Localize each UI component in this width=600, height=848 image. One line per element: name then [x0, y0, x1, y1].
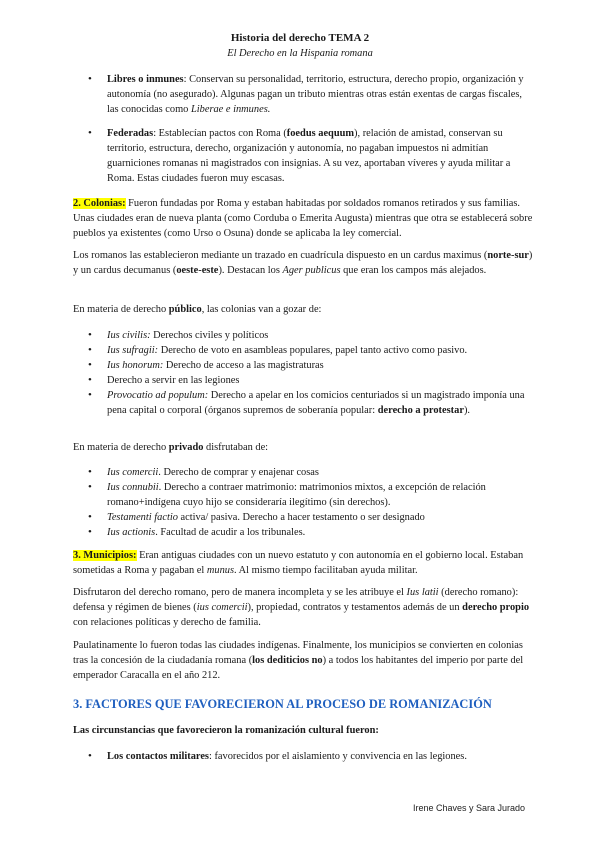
term-norte-sur: norte-sur: [487, 250, 529, 261]
text-municipios-1: Eran antiguas ciudades con un nuevo estatuto y con autonomía en el gobierno local. Estaban sometidas a Roma y pagaban el: [73, 550, 524, 576]
paragraph-municipios: [73, 548, 533, 578]
item-text-end: ).: [463, 405, 470, 416]
italic-munus: munus: [206, 565, 235, 576]
item-term: Provocatio ad populum:: [107, 390, 209, 401]
section-intro: Las circunstancias que favorecieron la romanización cultural fueron:: [73, 725, 379, 736]
item-text: Derecho a servir en las legiones: [107, 375, 240, 386]
term-libres: Libres o inmunes: [107, 74, 184, 85]
item-text: Derecho a apelar en los comicios centuriados si un magistrado imponía una pena capital o corporal (órganos supremos de soberanía popular:: [107, 390, 525, 416]
list-item-publico: [73, 343, 533, 358]
paragraph-section-intro: [73, 723, 533, 738]
term-federadas: Federadas: [107, 128, 154, 139]
text-disfrutaron-3: ), propiedad, contratos y testamentos además de un: [247, 602, 463, 613]
item-term: Ius actionis: [107, 527, 156, 538]
list-item-privado: [73, 510, 533, 525]
text-disfrutaron-4: con relaciones políticas y derecho de familia.: [73, 617, 261, 628]
item-term: Ius honorum:: [107, 360, 164, 371]
list-item-factores: [73, 749, 533, 764]
term-privado: privado: [168, 442, 204, 453]
list-item-libres: [73, 72, 533, 117]
italic-ager-publicus: Ager publicus: [282, 265, 341, 276]
item-text: Derecho de acceso a las magistraturas: [163, 360, 324, 371]
term-foedus: foedus aequum: [286, 128, 355, 139]
text-romanos-3: ). Destacan los: [218, 265, 283, 276]
factores-list: [73, 749, 533, 764]
paragraph-disfrutaron: [73, 585, 533, 630]
item-term: Ius civilis:: [107, 330, 151, 341]
paragraph-privado-intro: [73, 440, 533, 455]
italic-ius-comercii: ius comercii: [196, 602, 248, 613]
text-privado-2: disfrutaban de:: [203, 442, 269, 453]
item-text: : favorecidos por el aislamiento y convivencia en las legiones.: [208, 751, 467, 762]
text-paulatinamente-1: Paulatinamente lo fueron todas las ciudades indígenas. Finalmente, los municipios se convierten en colonias tras la concesión de la ciudadanía romana (: [73, 640, 523, 666]
list-item-privado: [73, 465, 533, 480]
highlight-municipios: 3. Municipios:: [73, 550, 137, 561]
italic-ius-latii: Ius latii: [406, 587, 439, 598]
item-term: Ius connubii: [107, 482, 159, 493]
text-disfrutaron-2: (derecho romano): defensa y régimen de bienes (: [73, 587, 519, 613]
highlight-colonias: 2. Colonias:: [73, 198, 126, 209]
page-header: [0, 31, 600, 61]
federadas-list: [73, 126, 533, 186]
text-romanos-4: que eran los campos más alejados.: [340, 265, 487, 276]
item-text: Derechos civiles y políticos: [150, 330, 269, 341]
italic-liberae: Liberae e inmunes.: [190, 104, 271, 115]
term-contactos-militares: Los contactos militares: [107, 751, 209, 762]
term-oeste-este: oeste-este: [176, 265, 219, 276]
text-municipios-2: . Al mismo tiempo facilitaban ayuda militar.: [234, 565, 418, 576]
list-item-privado: [73, 525, 533, 540]
list-item-federadas: [73, 126, 533, 186]
text-publico-2: , las colonias van a gozar de:: [201, 304, 322, 315]
term-dediticios: los dediticios no: [252, 655, 323, 666]
text-romanos-1: Los romanos las establecieron mediante un trazado en cuadrícula dispuesto en un cardus maximus (: [73, 250, 488, 261]
paragraph-colonias: [73, 196, 533, 241]
term-publico: público: [168, 304, 202, 315]
text-libres: : Conservan su personalidad, territorio, estructura, derecho propio, organización y autonomía (no asegurado). Algunas pagan un tributo mientras otras están exentas de cargas fiscales, las conocidas como: [107, 74, 524, 115]
item-term: Testamenti factio: [107, 512, 178, 523]
item-text: . Derecho a contraer matrimonio: matrimonios mixtos, a excepción de relación romano+indígena cuyo hijo se consideraría ilegítimo (sin derechos).: [107, 482, 486, 508]
publico-list: [73, 328, 533, 418]
paragraph-publico-intro: [73, 302, 533, 317]
item-text: activa/ pasiva. Derecho a hacer testamento o ser designado: [177, 512, 425, 523]
privado-list: [73, 465, 533, 540]
paragraph-romanos: [73, 248, 533, 278]
item-text: . Facultad de acudir a los tribunales.: [155, 527, 306, 538]
text-publico-1: En materia de derecho: [73, 304, 169, 315]
text-romanos-2: ) y un cardus decumanus (: [73, 250, 533, 276]
item-term: Ius comercii: [107, 467, 159, 478]
libres-list: [73, 72, 533, 117]
item-text: . Derecho de comprar y enajenar cosas: [158, 467, 319, 478]
document-title: Historia del derecho TEMA 2: [230, 32, 370, 44]
paragraph-paulatinamente: [73, 638, 533, 683]
text-colonias: Fueron fundadas por Roma y estaban habitadas por soldados romanos retirados y sus familias. Unas ciudades eran de nueva planta (como Corduba o Emerita Augusta) mientras que otra se establecerá sobre pueblos ya existentes (como Urso o Osuna) donde se aplicaba la ley comercial.: [73, 198, 533, 239]
list-item-privado: [73, 480, 533, 510]
text-federadas-1: : Establecían pactos con Roma (: [153, 128, 287, 139]
term-derecho-protestar: derecho a protestar: [377, 405, 464, 416]
page-footer: Irene Chaves y Sara Jurado: [413, 803, 526, 813]
list-item-publico: [73, 388, 533, 418]
item-term: Ius sufragii:: [107, 345, 159, 356]
text-paulatinamente-2: ) a todos los habitantes del imperio por parte del emperador Caracalla en el año 212.: [73, 655, 524, 681]
document-subtitle: El Derecho en la Hispania romana: [227, 48, 373, 59]
list-item-publico: [73, 328, 533, 343]
term-derecho-propio: derecho propio: [462, 602, 530, 613]
text-privado-1: En materia de derecho: [73, 442, 169, 453]
section-heading: 3. FACTORES QUE FAVORECIERON AL PROCESO DE ROMANIZACIÓN: [73, 697, 492, 711]
list-item-publico: [73, 373, 533, 388]
text-federadas-2: ), relación de amistad, conservan su territorio, estructura, derecho, organización y autonomía, no pagaban impuestos ni admitían guarniciones romanas ni magistrados con insignias. A su vez, aportaban víveres y ayuda militar a Roma. Estas ciudades fueron muy escasas.: [107, 128, 511, 184]
text-disfrutaron-1: Disfrutaron del derecho romano, pero de manera incompleta y se les atribuye el: [73, 587, 407, 598]
list-item-publico: [73, 358, 533, 373]
item-text: Derecho de voto en asambleas populares, papel tanto activo como pasivo.: [158, 345, 468, 356]
